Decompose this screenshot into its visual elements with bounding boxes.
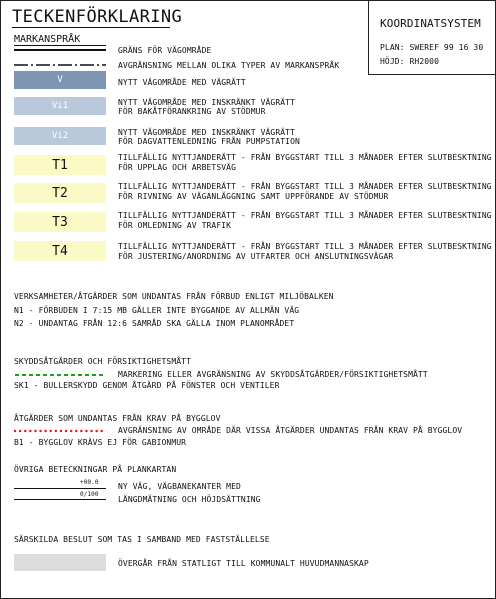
ovriga-text-2: LÄNGDMÄTNING OCH HÖJDSÄTTNING (118, 495, 261, 504)
ovriga-text-1: NY VÄG, VÄGBANEKANTER MED (118, 482, 241, 491)
t2-text-2: FÖR RIVNING AV VÄGANLÄGGNING SAMT UPPFÖRANDE AV STÖDMUR (118, 192, 389, 201)
swatch-vi2: Vi2 (14, 127, 106, 145)
swatch-vi1: Vi1 (14, 97, 106, 115)
section-subtitle: MARKANSPRÅK (14, 34, 81, 45)
swatch-grey (14, 554, 106, 571)
t3-text-1: TILLFÄLLIG NYTTJANDERÄTT - FRÅN BYGGSTART TILL 3 MÅNADER EFTER SLUTBESKTNING (118, 211, 492, 220)
skydd-line-text: MARKERING ELLER AVGRÄNSNING AV SKYDDSÅTGÄRDER/FÖRSIKTIGHETSMÅTT (118, 370, 428, 379)
road-edge-bottom (14, 499, 106, 500)
title-underline (12, 27, 170, 28)
road-border-text: GRÄNS FÖR VÄGOMRÅDE (118, 46, 212, 55)
swatch-t1: T1 (14, 155, 106, 175)
verksamheter-n2: N2 - UNDANTAG FRÅN 12:6 SAMRÅD SKA GÄLLA INOM PLANOMRÅDET (14, 319, 295, 328)
type-divider-text: AVGRÄNSNING MELLAN OLIKA TYPER AV MARKANSPRÅK (118, 61, 340, 70)
t4-text-1: TILLFÄLLIG NYTTJANDERÄTT - FRÅN BYGGSTART TILL 3 MÅNADER EFTER SLUTBESKTNING (118, 242, 492, 251)
skydd-heading: SKYDDSÅTGÄRDER OCH FÖRSIKTIGHETSMÅTT (14, 357, 191, 366)
t1-text-2: FÖR UPPLAG OCH ARBETSVÄG (118, 163, 236, 172)
swatch-t2: T2 (14, 183, 106, 203)
sarskilda-heading: SÄRSKILDA BESLUT SOM TAS I SAMBAND MED FASTSTÄLLELSE (14, 535, 270, 544)
road-edge-top (14, 488, 106, 489)
swatch-v: V (14, 71, 106, 89)
road-border-line (14, 49, 106, 51)
bygglov-line-text: AVGRÄNSNING AV OMRÅDE DÄR VISSA ÅTGÄRDER UNDANTAS FRÅN KRAV PÅ BYGGLOV (118, 426, 463, 435)
subtitle-underline (14, 45, 106, 46)
coord-height: HÖJD: RH2000 (380, 57, 439, 66)
coord-plan: PLAN: SWEREF 99 16 30 (380, 43, 484, 52)
swatch-t4: T4 (14, 241, 106, 261)
verksamheter-heading: VERKSAMHETER/ÅTGÄRDER SOM UNDANTAS FRÅN FÖRBUD ENLIGT MILJÖBALKEN (14, 292, 334, 301)
vi1-text-2: FÖR BAKÅTFÖRANKRING AV STÖDMUR (118, 107, 266, 116)
t1-text-1: TILLFÄLLIG NYTTJANDERÄTT - FRÅN BYGGSTART TILL 3 MÅNADER EFTER SLUTBESKTNING (118, 153, 492, 162)
ovriga-heading: ÖVRIGA BETECKNINGAR PÅ PLANKARTAN (14, 465, 177, 474)
bygglov-red-line (14, 429, 106, 433)
bygglov-b1: B1 - BYGGLOV KRÄVS EJ FÖR GABIONMUR (14, 438, 187, 447)
vi1-text-1: NYTT VÄGOMRÅDE MED INSKRÄNKT VÄGRÄTT (118, 98, 295, 107)
skydd-green-line (14, 373, 106, 377)
coord-heading: KOORDINATSYSTEM (380, 17, 481, 30)
vi2-text-1: NYTT VÄGOMRÅDE MED INSKRÄNKT VÄGRÄTT (118, 128, 295, 137)
type-divider-line (14, 63, 106, 67)
swatch-t3: T3 (14, 212, 106, 232)
sarskilda-text: ÖVERGÅR FRÅN STATLIGT TILL KOMMUNALT HUVUDMANNASKAP (118, 559, 369, 568)
v-text: NYTT VÄGOMRÅDE MED VÄGRÄTT (118, 78, 246, 87)
road-length-value: 0/100 (80, 491, 99, 498)
t2-text-1: TILLFÄLLIG NYTTJANDERÄTT - FRÅN BYGGSTART TILL 3 MÅNADER EFTER SLUTBESKTNING (118, 182, 492, 191)
bygglov-heading: ÅTGÄRDER SOM UNDANTAS FRÅN KRAV PÅ BYGGLOV (14, 414, 221, 423)
skydd-sk1: SK1 - BULLERSKYDD GENOM ÅTGÄRD PÅ FÖNSTER OCH VENTILER (14, 381, 280, 390)
t4-text-2: FÖR JUSTERING/ANORDNING AV UTFARTER OCH ANSLUTNINGSVÄGAR (118, 252, 394, 261)
verksamheter-n1: N1 - FÖRBUDEN I 7:15 MB GÄLLER INTE BYGGANDE AV ALLMÄN VÄG (14, 306, 300, 315)
road-height-value: +00.0 (80, 479, 99, 486)
legend-title: TECKENFÖRKLARING (12, 7, 183, 27)
t3-text-2: FÖR OMLEDNING AV TRAFIK (118, 221, 232, 230)
vi2-text-2: FÖR DAGVATTENLEDNING FRÅN PUMPSTATION (118, 137, 300, 146)
